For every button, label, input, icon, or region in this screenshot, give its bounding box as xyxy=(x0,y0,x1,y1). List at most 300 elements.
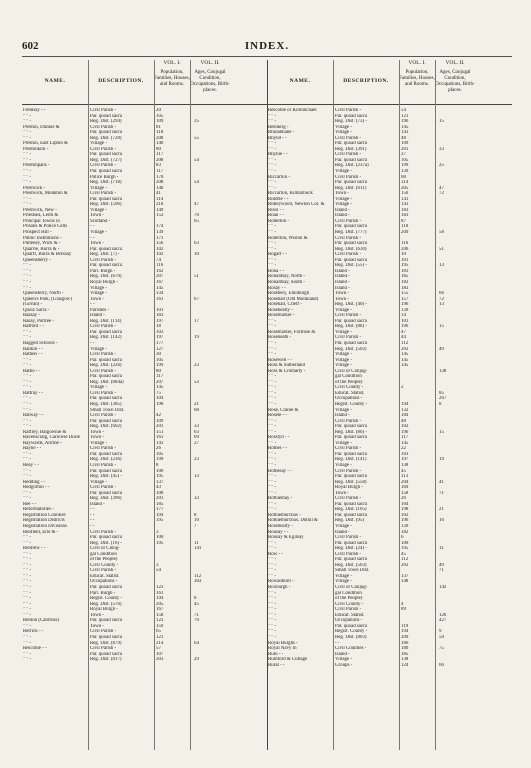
entry-description: Reg. Dist. (237a) xyxy=(335,163,369,169)
vol1-ref: 113 xyxy=(401,474,409,480)
entry-name: Rosemarkie - xyxy=(268,313,295,319)
entry-description: Civil Parish - xyxy=(335,468,362,474)
entry-name: " " - xyxy=(268,374,277,380)
vol1-ref: 196 xyxy=(401,302,409,308)
vol2-ref: 51 xyxy=(439,246,444,252)
vol1-ref: 183 xyxy=(401,213,409,219)
entry-description: Reg. Dist. (596) xyxy=(90,202,122,208)
vol1-ref: 118 xyxy=(156,130,164,136)
entry-name: Raffrey, Balgownie & xyxy=(23,429,67,435)
entry-name: Roxburgh - xyxy=(268,585,291,591)
vol2-ref: 51 xyxy=(194,274,199,280)
vol2-ref: 64 xyxy=(194,640,199,646)
vol1-ref: 171 xyxy=(156,235,164,241)
vol1-ref: 20 xyxy=(156,108,161,113)
entry-name: Queen's Park, (Glasgow) xyxy=(23,296,72,302)
entry-name: " " - xyxy=(268,401,277,407)
entry-name: Rowanburn - xyxy=(268,579,294,585)
entry-name: Rhinabhane - xyxy=(268,130,295,136)
vol1-ref: 121 xyxy=(401,113,409,119)
vol1-ref: 18 xyxy=(156,324,161,330)
vol2-ref: 75 xyxy=(439,646,444,652)
entry-name: " " - xyxy=(23,374,32,380)
entry-name: Registration Districts xyxy=(23,518,65,524)
entry-name: Fremsay - - xyxy=(23,108,46,113)
vol1-ref: 112 xyxy=(401,557,409,563)
vol1-ref: 196 xyxy=(401,119,409,125)
vol2-ref: 58 xyxy=(439,230,444,236)
entry-description: Town - xyxy=(90,296,104,302)
entry-name: Ratho - - xyxy=(23,368,41,374)
entry-description: Reg. Dist. (45) - xyxy=(90,474,122,480)
vol1-ref: 57 xyxy=(156,646,161,652)
entry-description: Civil Parish - xyxy=(335,446,362,452)
vol2-ref: 54 xyxy=(194,157,199,163)
vol2-ref: 25 xyxy=(194,119,199,125)
entry-name: " " - xyxy=(23,496,32,502)
entry-description: gal Condition xyxy=(335,374,362,380)
entry-name: Prestwick, New - xyxy=(23,207,57,213)
entry-description: Village - xyxy=(90,291,107,297)
entry-description: Reg. Dist. (718) xyxy=(90,180,122,186)
entry-description: Occupations - xyxy=(335,618,363,624)
entry-name: " " - xyxy=(23,657,32,663)
entry-description: Island - xyxy=(335,274,350,280)
entry-name: Rhynd - - xyxy=(268,135,287,141)
entry-description: Reg. Dist. (385) xyxy=(90,401,122,407)
entry-name: " " - xyxy=(268,263,277,269)
vol2-ref: 23 xyxy=(194,363,199,369)
entry-description: Groups - xyxy=(335,662,353,668)
entry-description: Civil Parish - xyxy=(90,191,117,197)
entry-description: Par. quoad sacra xyxy=(90,113,122,119)
vol2-ref: 17 xyxy=(194,318,199,324)
entry-name: Ratway - - xyxy=(23,413,44,419)
entry-description: Village - xyxy=(335,307,352,313)
entry-description: Par. quoad sacra xyxy=(335,141,367,147)
entry-description: - - xyxy=(90,524,95,530)
entry-name: " " - xyxy=(23,385,32,391)
vol2-ref: 13 xyxy=(439,302,444,308)
vol2-ref: 16 xyxy=(439,518,444,524)
vol1-ref: 100 xyxy=(156,535,164,541)
entry-description: Island - xyxy=(335,207,350,213)
entry-name: Risol - - xyxy=(268,207,285,213)
vol1-ref: 198 xyxy=(156,401,164,407)
vol1-ref: 197 xyxy=(401,457,409,463)
vol1-ref: 102 xyxy=(156,246,164,252)
entry-description: Village - xyxy=(90,440,107,446)
index-rows-left xyxy=(22,108,267,663)
vol1-ref: 109 xyxy=(156,119,164,125)
entry-description: Civil or Conjug- xyxy=(335,585,368,591)
vol1-ref: 145 xyxy=(401,440,409,446)
entry-description: Civil Parish - xyxy=(335,335,362,341)
vol1-ref: 145 xyxy=(401,352,409,358)
entry-name: Rosehall (Old Monkland) xyxy=(268,296,319,302)
entry-name: Rosemarkie, Fortrose & xyxy=(268,329,316,335)
entry-description: Civil Parish - xyxy=(90,629,117,635)
entry-name: " " - xyxy=(23,196,32,202)
vol2-ref: 8 xyxy=(439,401,442,407)
entry-name: " " - xyxy=(268,424,277,430)
entry-description: Civil Parish - xyxy=(335,607,362,613)
entry-description: Scotland - xyxy=(90,218,110,224)
vol2-ref: 40 xyxy=(439,562,444,568)
entry-name: Rothiemurchus, Duthil & xyxy=(268,518,318,524)
entry-name: " " - xyxy=(268,457,277,463)
entry-name: Redgorton - - xyxy=(23,485,50,491)
entry-description: - - xyxy=(90,224,95,230)
entry-name: Roseneath - xyxy=(268,335,292,341)
vol2-ref: 29 xyxy=(194,657,199,663)
entry-description: Regist. County - xyxy=(90,596,123,602)
vol1-ref: 109 xyxy=(156,418,164,424)
entry-name: Reformatories - xyxy=(23,507,54,513)
entry-name: " " - xyxy=(23,623,32,629)
entry-description: Reg. Dist. (141) xyxy=(335,457,367,463)
vol2-ref: 303 xyxy=(194,579,202,585)
entry-description: Par. quoad sacra xyxy=(335,180,367,186)
entry-name: Rattray - - xyxy=(23,390,44,396)
entry-name: " " - xyxy=(23,279,32,285)
entry-name: " " - xyxy=(23,424,32,430)
entry-name: " " - xyxy=(268,485,277,491)
entry-description: Town - xyxy=(90,623,104,629)
vol1-ref: 100 xyxy=(401,540,409,546)
vol1-ref: 169 xyxy=(401,485,409,491)
entry-description: Civil or Cniog- xyxy=(90,546,120,552)
vol1-ref: 22 xyxy=(401,446,406,452)
vol2-ref: 7 xyxy=(194,524,197,530)
vol1-ref: 89 xyxy=(401,607,406,613)
entry-name: " " - xyxy=(268,623,277,629)
vol1-ref: 199 xyxy=(156,457,164,463)
vol1-ref: 194 xyxy=(156,596,164,602)
vol1-ref: 132 xyxy=(401,407,409,413)
entry-description: Village - xyxy=(335,130,352,136)
entry-description: Village - xyxy=(335,124,352,130)
entry-description: Reg. Dist. (73) - xyxy=(335,119,367,125)
entry-name: " " - xyxy=(268,157,277,163)
vol2-ref: 112 xyxy=(194,573,202,579)
entry-description: Par. quoad sacra xyxy=(90,374,122,380)
entry-description: Village - xyxy=(335,352,352,358)
vol2-ref: 11 xyxy=(194,540,199,546)
vol2-ref: 13 xyxy=(439,263,444,269)
entry-name: " " - xyxy=(268,629,277,635)
vol1-ref: 195 xyxy=(156,474,164,480)
entry-description: Educat. Statist. xyxy=(335,390,365,396)
entry-description: Village - xyxy=(90,230,107,236)
entry-name: " " - xyxy=(268,146,277,152)
entry-description: Town - xyxy=(335,490,349,496)
entry-name: " " - xyxy=(23,268,32,274)
entry-name: " " - xyxy=(23,585,32,591)
entry-description: Par. quoad sacra xyxy=(90,329,122,335)
vol1-ref: 192 xyxy=(156,252,164,258)
entry-description: Reg. Dist. (502) xyxy=(335,346,367,352)
entry-description: Par. quoad sacra xyxy=(90,246,122,252)
entry-name: " " - xyxy=(23,180,32,186)
entry-description: Civil Parish - xyxy=(90,124,117,130)
vol2-ref: 54 xyxy=(194,180,199,186)
vol2-ref: 45 xyxy=(194,601,199,607)
entry-description: Civil Parish - xyxy=(335,152,362,158)
entry-name: " " - xyxy=(23,607,32,613)
entry-description: Village - xyxy=(90,207,107,213)
entry-description: Town - xyxy=(90,213,104,219)
vol1-ref: 196 xyxy=(401,324,409,330)
entry-name: Rayne - - xyxy=(23,446,42,452)
description-heading: DESCRIPTION. xyxy=(98,78,144,84)
entry-description: - - xyxy=(90,512,95,518)
entry-description: Par. quoad sacra xyxy=(90,130,122,136)
entry-description: Village - xyxy=(90,285,107,291)
vol2-ref: 427 xyxy=(439,618,447,624)
population-heading: Population, Families, Houses, and Rooms. xyxy=(154,70,190,87)
vol1-ref: 209 xyxy=(401,634,409,640)
entry-description: Island - xyxy=(335,529,350,535)
entry-name: " " - xyxy=(23,601,32,607)
entry-description: Parl. Burgh - xyxy=(90,590,116,596)
entry-name: Roan - - xyxy=(268,213,285,219)
entry-name: Royal Burghs - xyxy=(268,640,298,646)
entry-description: Town - xyxy=(90,241,104,247)
table-header-right xyxy=(267,60,512,105)
vol1-ref: 208 xyxy=(156,180,164,186)
vol1-ref: 118 xyxy=(401,224,409,230)
entry-name: " " - xyxy=(268,340,277,346)
entry-name: " " - xyxy=(268,379,277,385)
entry-name: " " - xyxy=(268,163,277,169)
entry-description: Island - xyxy=(335,279,350,285)
page-number: 602 xyxy=(22,40,39,52)
entry-description: Reg. Dist. (670) xyxy=(90,274,122,280)
entry-description: Reg. Dist. (803) xyxy=(335,634,367,640)
left-half-table xyxy=(22,60,268,750)
entry-description: Civil Parish - xyxy=(90,324,117,330)
entry-name: Rose, Cranie & xyxy=(268,407,299,413)
vol2-ref: 55 xyxy=(194,135,199,141)
vol2-ref: 13 xyxy=(194,474,199,480)
vol1-ref: 195 xyxy=(401,263,409,269)
entry-description: Par. quoad sacra xyxy=(90,396,122,402)
vol1-ref: 214 xyxy=(156,640,164,646)
vol1-ref: 124 xyxy=(401,662,409,668)
vol1-ref: 41 xyxy=(156,191,161,197)
entry-name: Rural - - xyxy=(268,662,285,668)
vol1-ref: 2 xyxy=(401,385,404,391)
entry-name: " " - xyxy=(23,579,32,585)
vol1-ref: 207 xyxy=(156,379,164,385)
vol1-ref: 161 xyxy=(156,435,164,441)
vol2-ref: 59 xyxy=(439,634,444,640)
entry-name: " " - xyxy=(23,596,32,602)
vol1-ref: 151 xyxy=(156,429,164,435)
vol2-ref: 33 xyxy=(194,496,199,502)
vol2-ref: 15 xyxy=(439,429,444,435)
vol1-ref: 143 xyxy=(401,202,409,208)
entry-name: " " - xyxy=(23,396,32,402)
vol1-ref: 103 xyxy=(156,329,164,335)
vol1-ref: 123 xyxy=(156,618,164,624)
vol2-ref: 8 xyxy=(194,512,197,518)
entry-name: " " - xyxy=(23,418,32,424)
vol1-ref: 143 xyxy=(401,130,409,136)
entry-description: gal Condition xyxy=(90,551,117,557)
vol1-ref: 8 xyxy=(156,463,159,468)
vol2-ref: 72 xyxy=(439,191,444,197)
name-heading: NAME. xyxy=(289,78,311,84)
entry-name: " " - xyxy=(23,335,32,341)
vol1-ref: 104 xyxy=(401,501,409,507)
entry-name: Rothiemay - xyxy=(268,496,293,502)
entry-description: Town - xyxy=(90,435,104,441)
vol1-ref: 100 xyxy=(156,468,164,474)
entry-description: Par. quoad sacra xyxy=(335,557,367,563)
vol1-ref: 196 xyxy=(401,429,409,435)
vol1-ref: 81 xyxy=(156,124,161,130)
entry-description: Reg. Dist. (630) xyxy=(335,246,367,252)
entry-description: Par. quoad sacra xyxy=(335,623,367,629)
entry-name: " " - xyxy=(23,535,32,541)
vol1-ref: 203 xyxy=(156,657,164,663)
table-row xyxy=(267,663,512,669)
vol1-ref: 189 xyxy=(401,646,409,652)
vol1-ref: 167 xyxy=(156,279,164,285)
vol2-ref: 85 xyxy=(439,390,444,396)
vol1-ref: 137 xyxy=(156,479,164,485)
vol1-ref: 54 xyxy=(156,568,161,574)
vol1-ref: 158 xyxy=(156,612,164,618)
vol1-ref: 6 xyxy=(401,535,404,541)
entry-name: " " - xyxy=(23,263,32,269)
vol1-ref: 158 xyxy=(401,490,409,496)
entry-description: Reg. Dist. (80) - xyxy=(335,429,367,435)
vol1-ref: 170 xyxy=(156,174,164,180)
vol1-ref: 14 xyxy=(401,313,406,319)
vol1-ref: 145 xyxy=(401,357,409,363)
entry-name: Rosay - - xyxy=(268,285,286,291)
entry-name: Raasay - xyxy=(23,313,40,319)
vol1-ref: 145 xyxy=(156,285,164,291)
entry-description: Island - xyxy=(90,501,105,507)
vol1-ref: 183 xyxy=(156,313,164,319)
entry-description: Town - xyxy=(335,291,349,297)
entry-name: " " - xyxy=(268,418,277,424)
vol1-ref: 101 xyxy=(156,307,164,313)
vol1-ref: 203 xyxy=(401,562,409,568)
entry-description: Town - xyxy=(335,296,349,302)
vol2-ref: 41 xyxy=(439,479,444,485)
entry-description: Civil Parish - xyxy=(90,413,117,419)
entry-description: gal Condition xyxy=(335,590,362,596)
entry-name: Roberton, Wiston & xyxy=(268,235,308,241)
entry-name: Ridleywood, Newton Col. & xyxy=(268,202,325,208)
entry-name: " " - xyxy=(23,651,32,657)
entry-name: " " - xyxy=(268,224,277,230)
entry-description: Civil Parish - xyxy=(335,535,362,541)
entry-description: Village - xyxy=(90,185,107,191)
entry-description: Par. quoad sacra xyxy=(335,451,367,457)
entry-description: Reg. Dist. (165) xyxy=(335,507,367,513)
vol1-ref: 109 xyxy=(401,141,409,147)
entry-description: Village - xyxy=(335,329,352,335)
vol2-ref: 21 xyxy=(194,401,199,407)
vol1-ref: 201 xyxy=(156,424,164,430)
vol1-ref: 197 xyxy=(156,318,164,324)
entry-name: Rathen - - xyxy=(23,352,43,358)
entry-name: Public Institutions - xyxy=(23,235,62,241)
entry-description: Reg. Dist. (391) xyxy=(335,146,367,152)
entry-description: Par. quoad sacra xyxy=(335,224,367,230)
entry-description: Reg. Dist. (611) xyxy=(335,185,367,191)
vol1-ref: 138 xyxy=(401,657,409,663)
entry-description: Civil Parish - xyxy=(90,485,117,491)
population-heading: Population, Families, Houses, and Rooms. xyxy=(399,70,435,87)
vol1-ref: 105 xyxy=(156,113,164,119)
vol1-ref: 150 xyxy=(401,191,409,197)
entry-name: Principal Towns in xyxy=(23,218,60,224)
page-header xyxy=(22,40,512,54)
entry-description: Educat. Statist. xyxy=(335,612,365,618)
entry-description: Civil Parish - xyxy=(335,313,362,319)
entry-description: Village - xyxy=(335,524,352,530)
vol1-ref: 102 xyxy=(401,512,409,518)
entry-description: Reg. Dist. (55) - xyxy=(335,263,367,269)
entry-description: Civil Parish - xyxy=(335,496,362,502)
entry-description: Par. quoad sacra xyxy=(90,535,122,541)
entry-description: Par. quoad sacra xyxy=(335,113,367,119)
vol1-ref: 208 xyxy=(156,157,164,163)
entry-description: Reg. Dist. (576) xyxy=(90,601,122,607)
entry-name: " " - xyxy=(268,474,277,480)
entry-name: " " - xyxy=(23,169,32,175)
vol2-ref: 21 xyxy=(439,507,444,513)
entry-description: Village - xyxy=(335,573,352,579)
entry-name: Rhynie - - xyxy=(268,152,288,158)
entry-name: " " - xyxy=(268,596,277,602)
vol1-ref: 183 xyxy=(401,268,409,274)
vol1-ref: 205 xyxy=(156,601,164,607)
vol1-ref: 145 xyxy=(156,385,164,391)
entry-name: Rousay - - xyxy=(268,529,289,535)
entry-name: " " - xyxy=(268,169,277,175)
vol1-ref: 117 xyxy=(156,374,164,380)
vol1-ref: 194 xyxy=(401,401,409,407)
entry-name: " " - xyxy=(23,568,32,574)
entry-description: Reg. Dist. (817) xyxy=(90,657,122,663)
vol1-ref: 116 xyxy=(156,263,164,269)
entry-name: Raywards, Airdrie - xyxy=(23,440,62,446)
entry-name: " " - xyxy=(268,324,277,330)
vol1-ref: 162 xyxy=(156,268,164,274)
entry-name: Preston, East Lipton & xyxy=(23,141,68,147)
vol1-ref: 145 xyxy=(401,363,409,369)
entry-name: " " - xyxy=(23,562,32,568)
entry-description: Royal Burgh - xyxy=(90,279,118,285)
right-half-table xyxy=(267,60,512,750)
entry-name: " " - xyxy=(268,562,277,568)
page-title: INDEX. xyxy=(244,40,290,52)
vol2-ref: 70 xyxy=(194,618,199,624)
vol2-ref: 69 xyxy=(194,435,199,441)
entry-description: Island - xyxy=(335,651,350,657)
vol1-ref: 177 xyxy=(156,507,164,513)
vol1-ref: 161 xyxy=(156,590,164,596)
entry-description: Reg. Dist. (24) - xyxy=(335,546,367,552)
